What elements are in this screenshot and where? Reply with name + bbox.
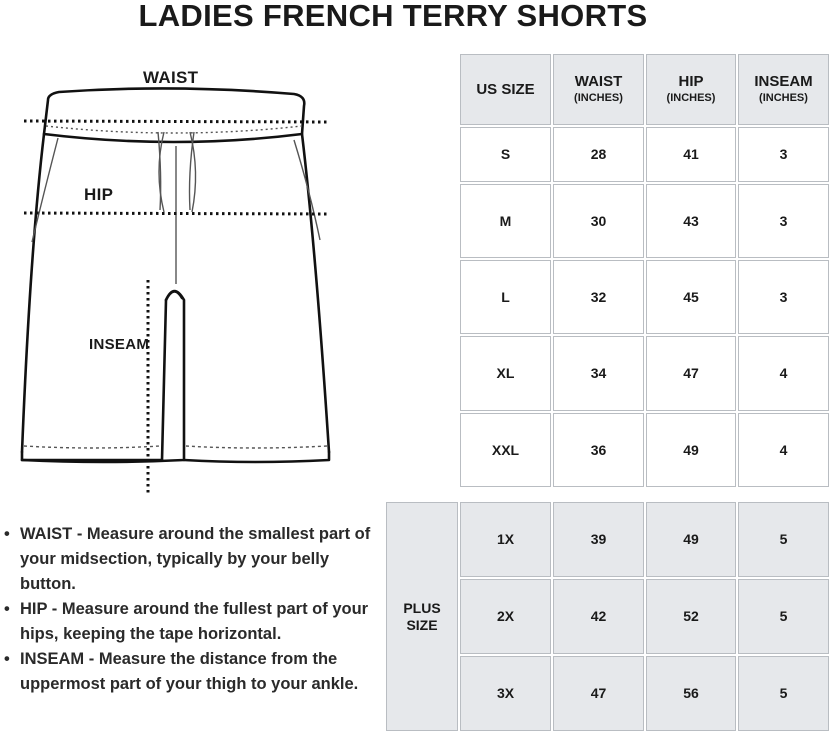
table-cell-hip: 49 [646,413,736,487]
note-hip: • HIP - Measure around the fullest part of your hips, keeping the tape horizontal. [4,597,372,647]
table-cell-waist: 28 [553,127,644,182]
table-cell-waist: 32 [553,260,644,334]
header-inseam-unit: (INCHES) [759,91,808,104]
table-cell-hip: 56 [646,656,736,731]
table-cell-size: L [460,260,551,334]
table-cell-inseam: 5 [738,579,829,654]
table-cell-waist: 30 [553,184,644,258]
table-cell-inseam: 4 [738,413,829,487]
header-us-size-label: US SIZE [476,81,535,98]
header-waist-label: WAIST [574,72,623,90]
page-title: LADIES FRENCH TERRY SHORTS [138,0,648,33]
table-cell-hip: 45 [646,260,736,334]
table-cell-inseam: 5 [738,656,829,731]
table-cell-inseam: 3 [738,127,829,182]
plus-size-label: PLUS SIZE [386,502,458,731]
table-cell-size: S [460,127,551,182]
table-cell-inseam: 5 [738,502,829,577]
note-inseam: • INSEAM - Measure the distance from the uppermost part of your thigh to your ankle. [4,647,372,697]
table-cell-hip: 41 [646,127,736,182]
header-hip [646,54,736,125]
table-cell-inseam: 3 [738,260,829,334]
waist-label: WAIST [143,68,199,87]
header-waist [553,54,644,125]
table-cell-size: XXL [460,413,551,487]
note-waist: • WAIST - Measure around the smallest part of your midsection, typically by your belly button. [4,522,372,597]
table-cell-waist: 47 [553,656,644,731]
measurement-notes [4,522,372,697]
shorts-diagram [14,62,344,502]
table-cell-hip: 52 [646,579,736,654]
table-cell-waist: 39 [553,502,644,577]
header-inseam [738,54,829,125]
table-cell-size: 1X [460,502,551,577]
shorts-illustration [14,62,344,502]
header-hip-label: HIP [678,72,704,90]
table-cell-waist: 34 [553,336,644,411]
table-cell-inseam: 4 [738,336,829,411]
table-cell-size: M [460,184,551,258]
table-cell-hip: 49 [646,502,736,577]
table-cell-size: 2X [460,579,551,654]
header-us-size [460,54,551,125]
table-cell-hip: 43 [646,184,736,258]
header-hip-unit: (INCHES) [666,91,716,104]
table-cell-waist: 36 [553,413,644,487]
table-cell-inseam: 3 [738,184,829,258]
header-waist-unit: (INCHES) [574,91,623,104]
inseam-label: INSEAM [89,336,150,353]
hip-label: HIP [84,185,114,204]
table-cell-hip: 47 [646,336,736,411]
table-cell-waist: 42 [553,579,644,654]
table-cell-size: 3X [460,656,551,731]
table-cell-size: XL [460,336,551,411]
header-inseam-label: INSEAM [754,72,813,90]
